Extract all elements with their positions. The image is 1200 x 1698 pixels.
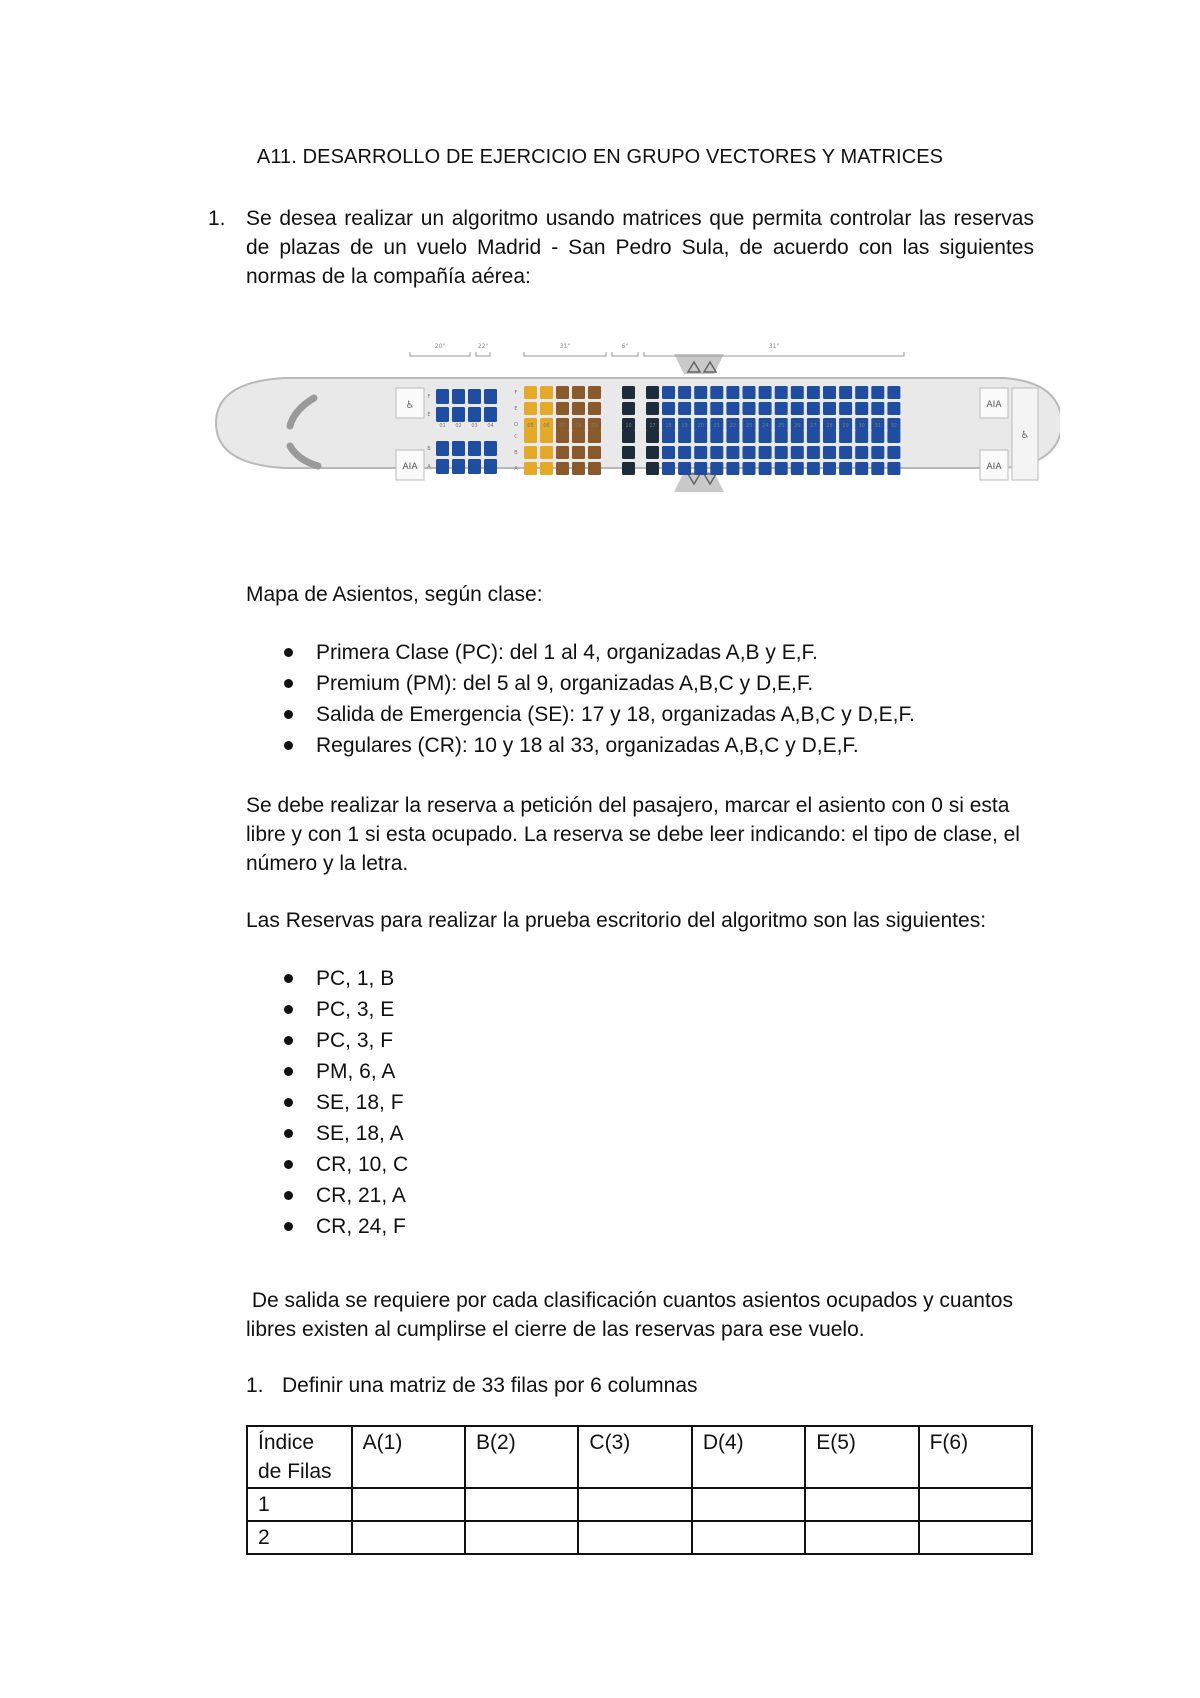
seat bbox=[588, 446, 601, 459]
header-col-e: E(5) bbox=[805, 1426, 918, 1488]
seat bbox=[556, 386, 569, 399]
seat bbox=[694, 446, 707, 459]
seat bbox=[775, 462, 788, 475]
row-number: 04 bbox=[487, 423, 494, 429]
seat-letter: B bbox=[427, 446, 431, 452]
step-text: Definir una matriz de 33 filas por 6 columnas bbox=[282, 1374, 698, 1397]
reservation-list bbox=[246, 963, 408, 1242]
table-cell bbox=[692, 1488, 805, 1521]
seat bbox=[468, 407, 481, 422]
seat bbox=[540, 402, 553, 415]
reservation-item: CR, 24, F bbox=[246, 1211, 408, 1242]
seat bbox=[791, 386, 804, 399]
row-number: 32 bbox=[890, 423, 898, 429]
seat bbox=[726, 462, 739, 475]
seat bbox=[556, 430, 569, 443]
bracket-first-1 bbox=[410, 352, 470, 356]
seat bbox=[775, 430, 788, 443]
seat bbox=[646, 462, 659, 475]
seat bbox=[743, 386, 756, 399]
seat bbox=[646, 430, 659, 443]
reservation-item: PC, 3, F bbox=[246, 1025, 408, 1056]
seat bbox=[452, 389, 465, 404]
class-item: Primera Clase (PC): del 1 al 4, organizadas A,B y E,F. bbox=[246, 637, 915, 668]
seat-letter: F bbox=[514, 390, 518, 396]
reservation-item: PC, 3, E bbox=[246, 994, 408, 1025]
seat bbox=[622, 430, 635, 443]
seat bbox=[646, 402, 659, 415]
table-cell bbox=[919, 1488, 1032, 1521]
header-col-b: B(2) bbox=[465, 1426, 578, 1488]
seat bbox=[556, 402, 569, 415]
row-number: 23 bbox=[745, 423, 753, 429]
seat bbox=[887, 386, 900, 399]
seat bbox=[871, 430, 884, 443]
seat bbox=[887, 402, 900, 415]
header-col-a: A(1) bbox=[352, 1426, 465, 1488]
row-number: 07 bbox=[559, 423, 566, 429]
table-cell bbox=[465, 1521, 578, 1554]
seat bbox=[759, 402, 772, 415]
seat bbox=[662, 386, 675, 399]
row-number: 02 bbox=[455, 423, 462, 429]
seat bbox=[743, 430, 756, 443]
seat bbox=[791, 402, 804, 415]
question-text: Se desea realizar un algoritmo usando matrices que permita controlar las reservas de plazas de un vuelo Madrid - San Pedro Sula, de acuerdo con las siguientes normas de la compañía aérea: bbox=[246, 207, 1034, 288]
seat bbox=[710, 430, 723, 443]
row-number: 05 bbox=[527, 423, 534, 429]
seat-letter: D bbox=[514, 422, 518, 428]
section-label: 22" bbox=[477, 343, 489, 350]
row-number: 24 bbox=[761, 423, 769, 429]
seat bbox=[887, 430, 900, 443]
seat bbox=[556, 462, 569, 475]
row-number: 08 bbox=[575, 423, 582, 429]
seat bbox=[855, 402, 868, 415]
seat bbox=[775, 446, 788, 459]
seat bbox=[540, 430, 553, 443]
class-item: Salida de Emergencia (SE): 17 y 18, organizadas A,B,C y D,E,F. bbox=[246, 699, 915, 730]
row-number: 25 bbox=[778, 423, 785, 429]
row-number: 21 bbox=[713, 423, 720, 429]
test-heading: Las Reservas para realizar la prueba escritorio del algoritmo son las siguientes: bbox=[246, 909, 987, 932]
seat bbox=[823, 446, 836, 459]
seat bbox=[646, 446, 659, 459]
seat bbox=[710, 402, 723, 415]
seat bbox=[871, 446, 884, 459]
table-cell bbox=[578, 1488, 691, 1521]
seat bbox=[662, 446, 675, 459]
seat bbox=[839, 462, 852, 475]
seat bbox=[524, 430, 537, 443]
reservation-item: PC, 1, B bbox=[246, 963, 408, 994]
row-number: 27 bbox=[810, 423, 817, 429]
matrix-table bbox=[246, 1425, 1033, 1555]
seat bbox=[823, 430, 836, 443]
map-heading: Mapa de Asientos, según clase: bbox=[246, 583, 543, 606]
seat bbox=[743, 446, 756, 459]
table-cell bbox=[465, 1488, 578, 1521]
seat bbox=[839, 446, 852, 459]
table-cell bbox=[919, 1521, 1032, 1554]
section-labels bbox=[435, 343, 780, 350]
seat bbox=[524, 446, 537, 459]
seat bbox=[540, 386, 553, 399]
seat bbox=[436, 459, 449, 474]
table-cell bbox=[352, 1488, 465, 1521]
seat bbox=[622, 402, 635, 415]
header-col-c: C(3) bbox=[578, 1426, 691, 1488]
table-cell bbox=[805, 1521, 918, 1554]
section-label: 31" bbox=[559, 343, 571, 350]
svg-text:♿: ♿ bbox=[1020, 430, 1030, 441]
table-row bbox=[247, 1521, 1032, 1554]
table-row bbox=[247, 1488, 1032, 1521]
seat bbox=[887, 446, 900, 459]
seat bbox=[871, 386, 884, 399]
seat bbox=[791, 462, 804, 475]
row-index-cell: 2 bbox=[247, 1521, 352, 1554]
question-number: 1. bbox=[208, 207, 226, 230]
row-number: 17 bbox=[649, 423, 656, 429]
step-number: 1. bbox=[246, 1374, 264, 1397]
seat bbox=[572, 386, 585, 399]
seat bbox=[871, 462, 884, 475]
seat bbox=[726, 402, 739, 415]
class-item: Premium (PM): del 5 al 9, organizadas A,B,C y D,E,F. bbox=[246, 668, 915, 699]
table-cell bbox=[578, 1521, 691, 1554]
seat bbox=[662, 402, 675, 415]
seat-letter: E bbox=[514, 406, 518, 412]
reservation-item: PM, 6, A bbox=[246, 1056, 408, 1087]
instructions-paragraph: Se debe realizar la reserva a petición del pasajero, marcar el asiento con 0 si esta libre y con 1 si esta ocupado. La reserva se debe leer indicando: el tipo de clase, el número y la letra. bbox=[246, 794, 1020, 875]
seat bbox=[839, 386, 852, 399]
svg-text:AIA: AIA bbox=[402, 462, 418, 472]
seat bbox=[572, 430, 585, 443]
seat bbox=[524, 462, 537, 475]
seat bbox=[452, 407, 465, 422]
section-label: 20" bbox=[434, 343, 446, 350]
seat bbox=[823, 402, 836, 415]
seat bbox=[855, 430, 868, 443]
seat bbox=[694, 386, 707, 399]
row-number: 10 bbox=[625, 423, 632, 429]
row-number: 22 bbox=[729, 423, 737, 429]
seat bbox=[588, 402, 601, 415]
row-number: 31 bbox=[874, 423, 881, 429]
row-number: 01 bbox=[439, 423, 446, 429]
table-cell bbox=[805, 1488, 918, 1521]
row-number: 28 bbox=[826, 423, 833, 429]
seat bbox=[775, 386, 788, 399]
row-number: 09 bbox=[591, 423, 598, 429]
class-list bbox=[246, 637, 915, 761]
page-title: A11. DESARROLLO DE EJERCICIO EN GRUPO VECTORES Y MATRICES bbox=[256, 146, 944, 168]
seat bbox=[662, 462, 675, 475]
seat bbox=[468, 441, 481, 456]
seat bbox=[823, 462, 836, 475]
seat bbox=[452, 441, 465, 456]
svg-text:AIA: AIA bbox=[986, 462, 1002, 472]
seat bbox=[823, 386, 836, 399]
seat bbox=[855, 462, 868, 475]
seat bbox=[588, 430, 601, 443]
seat-letter: A bbox=[514, 466, 518, 472]
seat-letter: A bbox=[427, 464, 431, 470]
seat bbox=[759, 462, 772, 475]
seat bbox=[436, 389, 449, 404]
table-cell bbox=[352, 1521, 465, 1554]
reservation-item: SE, 18, A bbox=[246, 1118, 408, 1149]
reservation-item: CR, 21, A bbox=[246, 1180, 408, 1211]
seat bbox=[726, 446, 739, 459]
seat bbox=[694, 430, 707, 443]
row-number: 29 bbox=[842, 423, 849, 429]
table-cell bbox=[692, 1521, 805, 1554]
seat bbox=[855, 386, 868, 399]
seat bbox=[678, 446, 691, 459]
seat bbox=[622, 462, 635, 475]
seat bbox=[524, 402, 537, 415]
seat bbox=[646, 386, 659, 399]
seat bbox=[710, 386, 723, 399]
output-paragraph: De salida se requiere por cada clasificación cuantos asientos ocupados y cuantos libres existen al cumplirse el cierre de las reservas para ese vuelo. bbox=[246, 1289, 1019, 1341]
seat bbox=[807, 446, 820, 459]
seat bbox=[887, 462, 900, 475]
seat bbox=[572, 446, 585, 459]
row-number: 06 bbox=[543, 423, 550, 429]
row-number: 26 bbox=[794, 423, 801, 429]
seat bbox=[678, 402, 691, 415]
seat bbox=[807, 462, 820, 475]
svg-text:♿: ♿ bbox=[405, 400, 415, 411]
seat bbox=[588, 462, 601, 475]
seat bbox=[622, 446, 635, 459]
section-label: 31" bbox=[768, 343, 780, 350]
seat bbox=[572, 462, 585, 475]
seat bbox=[524, 386, 537, 399]
seat bbox=[743, 402, 756, 415]
header-row-index: Índice de Filas bbox=[247, 1426, 352, 1488]
seat-letter: E bbox=[427, 412, 431, 418]
seat bbox=[484, 407, 497, 422]
seat bbox=[662, 430, 675, 443]
seat bbox=[807, 402, 820, 415]
reservation-item: CR, 10, C bbox=[246, 1149, 408, 1180]
seat bbox=[791, 446, 804, 459]
seat bbox=[855, 446, 868, 459]
seat bbox=[791, 430, 804, 443]
svg-text:AIA: AIA bbox=[986, 400, 1002, 410]
seat-letter: F bbox=[427, 394, 431, 400]
bracket-first-2 bbox=[476, 352, 490, 356]
row-number: 20 bbox=[697, 423, 704, 429]
seat bbox=[540, 446, 553, 459]
row-number: 03 bbox=[471, 423, 478, 429]
seat bbox=[839, 430, 852, 443]
row-number: 30 bbox=[858, 423, 865, 429]
seat bbox=[710, 462, 723, 475]
seat bbox=[484, 389, 497, 404]
row-index-cell: 1 bbox=[247, 1488, 352, 1521]
seat bbox=[468, 459, 481, 474]
seat bbox=[588, 386, 601, 399]
seat bbox=[871, 402, 884, 415]
seat bbox=[436, 441, 449, 456]
seat bbox=[759, 446, 772, 459]
seat bbox=[572, 402, 585, 415]
seat bbox=[678, 430, 691, 443]
header-col-f: F(6) bbox=[919, 1426, 1032, 1488]
seat bbox=[622, 386, 635, 399]
seat bbox=[484, 459, 497, 474]
fuselage bbox=[216, 378, 1060, 468]
seat bbox=[839, 402, 852, 415]
seat bbox=[759, 430, 772, 443]
seat-letter: C bbox=[514, 434, 518, 440]
seat bbox=[726, 386, 739, 399]
seat bbox=[540, 462, 553, 475]
seat bbox=[694, 462, 707, 475]
seat bbox=[726, 430, 739, 443]
seat bbox=[807, 386, 820, 399]
row-number: 19 bbox=[681, 423, 688, 429]
bracket-exit bbox=[612, 352, 638, 356]
seat bbox=[436, 407, 449, 422]
section-label: 6" bbox=[621, 343, 629, 350]
seat-map-diagram bbox=[214, 326, 1060, 520]
seat-letter: B bbox=[514, 450, 518, 456]
seat bbox=[484, 441, 497, 456]
reservation-item: SE, 18, F bbox=[246, 1087, 408, 1118]
seat bbox=[807, 430, 820, 443]
seat bbox=[452, 459, 465, 474]
seat bbox=[775, 402, 788, 415]
seat bbox=[678, 386, 691, 399]
seat bbox=[694, 402, 707, 415]
seat bbox=[468, 389, 481, 404]
row-number: 18 bbox=[665, 423, 672, 429]
seat bbox=[678, 462, 691, 475]
seat bbox=[556, 446, 569, 459]
seat bbox=[743, 462, 756, 475]
seat bbox=[759, 386, 772, 399]
table-header-row bbox=[247, 1426, 1032, 1488]
seat bbox=[710, 446, 723, 459]
class-item: Regulares (CR): 10 y 18 al 33, organizadas A,B,C y D,E,F. bbox=[246, 730, 915, 761]
bracket-premium bbox=[524, 352, 606, 356]
header-col-d: D(4) bbox=[692, 1426, 805, 1488]
